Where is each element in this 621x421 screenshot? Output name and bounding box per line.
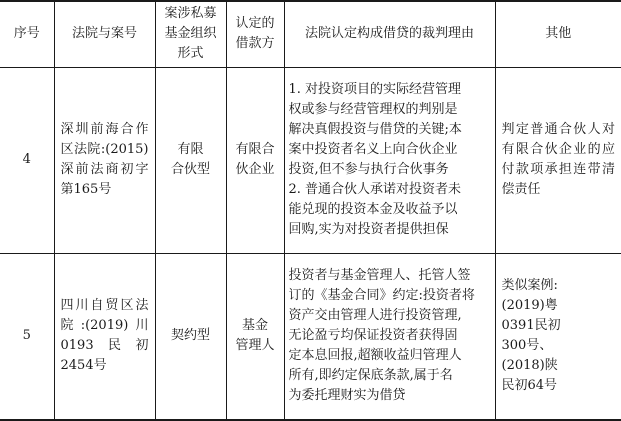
other-line: 民初64号: [501, 378, 558, 394]
header-fund-form-line: 形式: [177, 46, 204, 62]
reasoning-line: 订的《基金合同》约定:投资者将: [288, 288, 475, 304]
other-line: 0391民初: [501, 318, 561, 334]
reasoning-line: 能兑现的投资本金及收益予以: [288, 202, 458, 217]
row-other: [495, 253, 621, 420]
row-court-case: 四川自贸区法院:(2019)川0193民初2454号: [54, 253, 155, 420]
reasoning-line: 投资者与基金管理人、托管人签: [288, 268, 471, 284]
borrower-line: 管理人: [235, 338, 275, 354]
row-index: 5: [0, 253, 54, 420]
fund-form-line: 有限: [177, 142, 204, 157]
header-fund-form-line: 基金组织: [164, 26, 217, 42]
row-court-case: 深圳前海合作区法院:(2015)深前法商初字第165号: [54, 67, 155, 253]
reasoning-line: 所有,即约定保底条款,属于名: [288, 368, 453, 384]
header-other: 其他: [495, 1, 621, 67]
borrower-line: 伙企业: [235, 162, 275, 177]
row-fund-form: [155, 67, 226, 253]
row-reasoning: [284, 67, 495, 253]
other-line: 300号、: [501, 338, 553, 354]
other-line: 类似案例:: [501, 278, 558, 294]
reasoning-line: 定本息回报,超额收益归管理人: [288, 348, 462, 364]
header-fund-form-line: 案涉私募: [164, 6, 217, 22]
reasoning-line: 为委托理财实为借贷: [288, 388, 406, 404]
table-row: [0, 67, 621, 253]
fund-form-line: 契约型: [170, 328, 210, 344]
reasoning-line: 回购,实为对投资者提供担保: [288, 222, 449, 237]
header-row: [0, 1, 621, 67]
other-line: (2019)粤: [501, 298, 558, 314]
header-borrower: [226, 1, 284, 67]
row-fund-form: [155, 253, 226, 420]
reasoning-line: 2. 普通合伙人承诺对投资者未: [288, 182, 462, 197]
reasoning-line: 资产交由管理人进行投资管理,: [288, 308, 462, 324]
row-borrower: [226, 253, 284, 420]
header-court-case: 法院与案号: [54, 1, 155, 67]
header-borrower-line: 借款方: [235, 36, 275, 52]
header-borrower-line: 认定的: [235, 16, 275, 32]
borrower-line: 基金: [241, 318, 268, 334]
header-index: 序号: [0, 1, 54, 67]
header-fund-form: [155, 1, 226, 67]
fund-form-line: 合伙型: [170, 162, 210, 177]
reasoning-line: 无论盈亏均保证投资者获得固: [288, 328, 458, 344]
reasoning-line: 1. 对投资项目的实际经营管理: [288, 82, 462, 97]
row-other: 判定普通合伙人对有限合伙企业的应付款项承担连带清偿责任: [495, 67, 621, 253]
reasoning-line: 案中投资者名义上向合伙企业: [288, 142, 458, 157]
reasoning-line: 投资,但不参与执行合伙事务: [288, 162, 449, 177]
other-line: (2018)陕: [501, 358, 558, 374]
row-borrower: [226, 67, 284, 253]
header-reasoning: 法院认定构成借贷的裁判理由: [284, 1, 495, 67]
borrower-line: 有限合: [235, 142, 275, 157]
row-index: 4: [0, 67, 54, 253]
row-reasoning: [284, 253, 495, 420]
table-row: [0, 253, 621, 420]
reasoning-line: 权或参与经营管理权的判别是: [288, 102, 458, 117]
reasoning-line: 解决真假投资与借贷的关键;本: [288, 122, 462, 137]
